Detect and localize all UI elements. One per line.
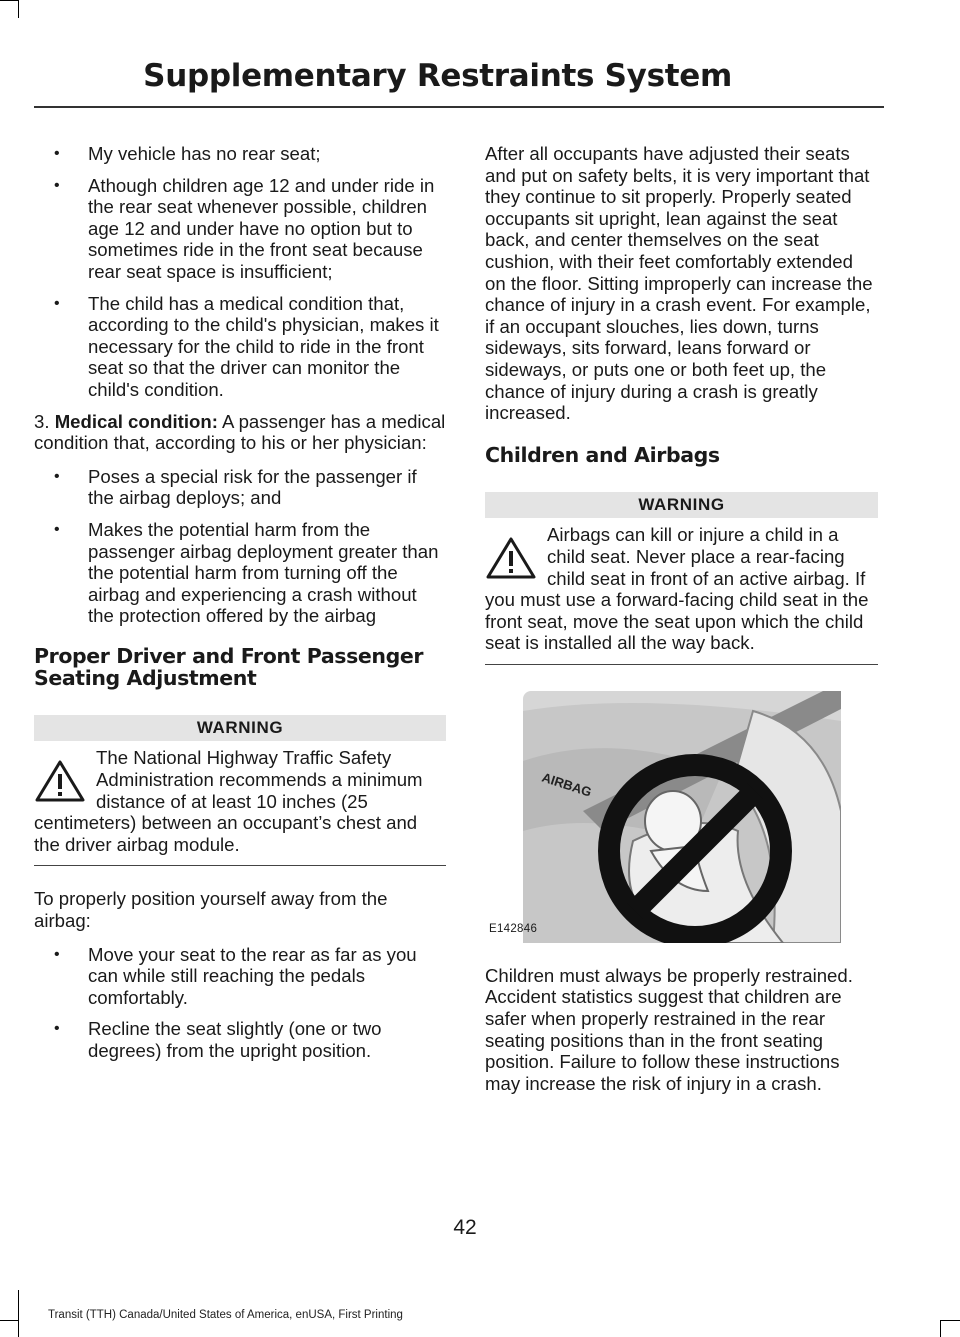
list-item: • My vehicle has no rear seat; [34,143,446,165]
crop-mark [940,1320,941,1337]
bullet-list-eligibility [34,143,446,401]
list-item: • Recline the seat slightly (one or two degrees) from the upright position. [34,1018,446,1061]
list-item: • Move your seat to the rear as far as you can while still reaching the pedals comfortably. [34,944,446,1009]
warning-text: The National Highway Traffic Safety Administration recommends a minimum distance of at least 10 inches (25 centimeters) between an occupant’s chest and the driver airbag module. [34,747,423,855]
warning-header: WARNING [485,492,878,519]
rear-facing-child-seat-illustration [489,691,841,943]
medical-condition-paragraph [34,411,446,454]
list-item: • The child has a medical condition that, according to the child's physician, makes it necessary for the child to ride in the front seat so that the driver can monitor the child's condition. [34,293,446,401]
figure-id: E142846 [489,923,538,936]
bullet-list-positioning [34,944,446,1062]
medical-condition-text: A passenger has a medical condition that, according to his or her physician: [34,410,446,454]
airbag-label: AIRBAG [540,769,594,800]
crop-mark [18,0,19,18]
bullet-list-medical [34,466,446,627]
warning-triangle-icon [485,536,537,580]
left-column [34,143,446,1072]
list-item: • Makes the potential harm from the passenger airbag deployment greater than the potential harm from turning off the airbag and experiencing a crash without the protection offered by the airbag [34,519,446,627]
page-title: Supplementary Restraints System [143,58,732,94]
list-item: • Poses a special risk for the passenger if the airbag deploys; and [34,466,446,509]
intro-paragraph: To properly position yourself away from the airbag: [34,888,388,932]
crop-mark [0,1320,18,1321]
section-heading-children: Children and Airbags [485,442,720,467]
warning-box [485,492,878,665]
list-item: • Athough children age 12 and under ride in the rear seat whenever possible, children age 12 and under have no option but to sometimes ride in the front seat because rear seat space is insufficient; [34,175,446,283]
warning-box [34,715,446,867]
footer-text: Transit (TTH) Canada/United States of America, enUSA, First Printing [48,1309,403,1321]
crop-mark [18,1290,19,1337]
medical-condition-label: Medical condition: [54,410,218,432]
crop-mark [0,0,18,1]
warning-triangle-icon [34,759,86,803]
no-rear-facing-seat-icon [523,691,841,943]
section-heading-seating: Proper Driver and Front Passenger Seating Adjustment [34,643,424,690]
warning-header: WARNING [34,715,446,742]
item-number: 3. [34,410,55,432]
crop-mark [940,1320,960,1321]
seating-paragraph: After all occupants have adjusted their seats and put on safety belts, it is very important that they continue to sit properly. Properly seated occupants sit upright, lean against the seat back, and center themselves on the seat cushion, with their feet comfortably extended on the floor. Sitting improperly can increase the chance of injury in a crash event. For example, if an occupant slouches, lies down, turns sideways, sits forward, leans forward or sideways, or puts one or both feet up, the chance of injury during a crash is greatly increased. [485,143,873,424]
right-column [485,143,878,1106]
children-restraint-paragraph: Children must always be properly restrained. Accident statistics suggest that children are safer when properly restrained in the rear seating positions than in the front seating position. Failure to follow these instructions may increase the risk of injury in a crash. [485,964,853,1094]
header-divider [34,106,884,108]
warning-text: Airbags can kill or injure a child in a child seat. Never place a rear-facing child seat in front of an active airbag. If you must use a forward-facing child seat in the front seat, move the seat upon which the child seat is installed all the way back. [485,524,869,654]
page-number: 42 [453,1216,477,1239]
